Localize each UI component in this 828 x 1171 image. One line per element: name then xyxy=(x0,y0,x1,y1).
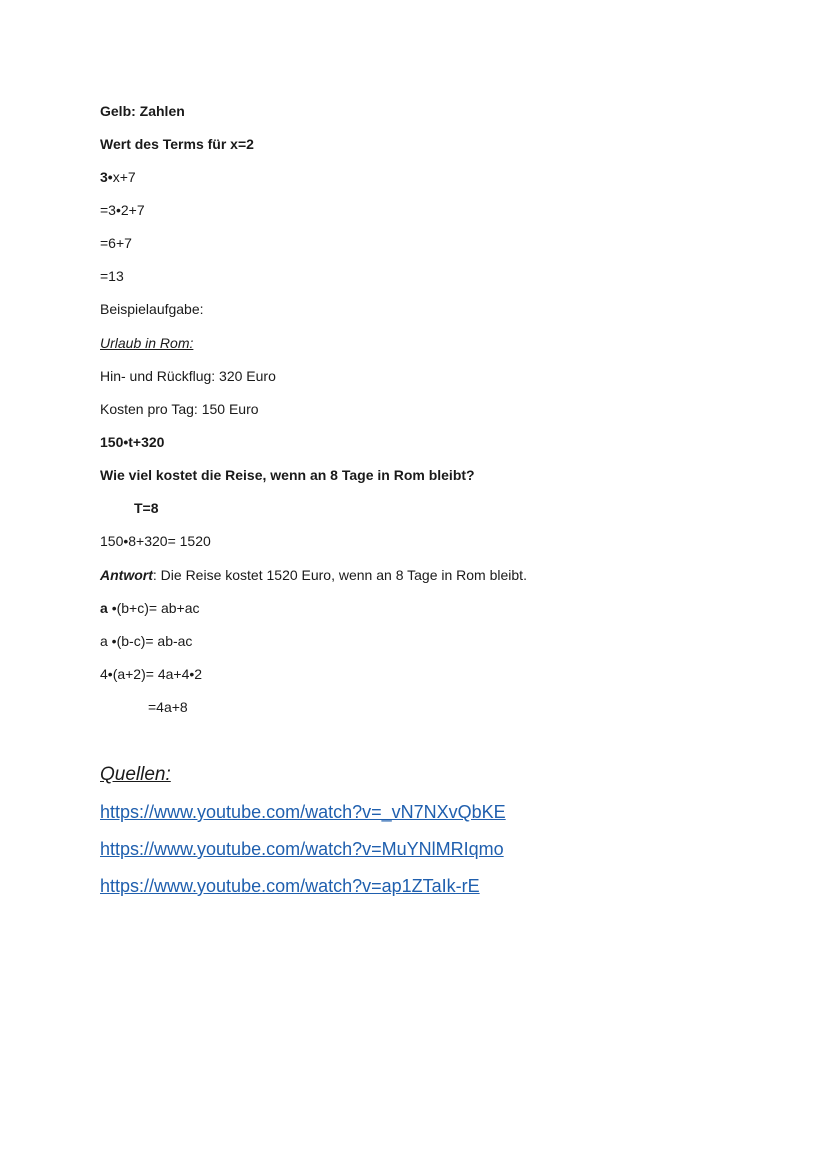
distributive-a: a xyxy=(100,600,112,616)
step-3: =13 xyxy=(100,268,124,284)
answer-label: Antwort xyxy=(100,567,153,583)
formula: 150•t+320 xyxy=(100,434,165,450)
t-value: T=8 xyxy=(134,500,159,516)
distributive-law-plus xyxy=(100,599,199,617)
daily-cost: Kosten pro Tag: 150 Euro xyxy=(100,401,259,417)
distributive-rest: •(b+c)= ab+ac xyxy=(111,600,200,616)
answer xyxy=(100,566,527,584)
step-1: =3•2+7 xyxy=(100,202,145,218)
source-link-2[interactable]: https://www.youtube.com/watch?v=MuYNlMRIqmo xyxy=(100,839,504,859)
distributive-example: 4•(a+2)= 4a+4•2 xyxy=(100,666,203,682)
term-rest: x+7 xyxy=(112,169,136,185)
subheading: Wert des Terms für x=2 xyxy=(100,136,254,152)
example-title: Urlaub in Rom: xyxy=(100,335,194,351)
term-coefficient: 3• xyxy=(100,169,113,185)
term xyxy=(100,168,136,186)
question: Wie viel kostet die Reise, wenn an 8 Tage in Rom bleibt? xyxy=(100,467,475,483)
heading: Gelb: Zahlen xyxy=(100,103,185,119)
answer-text: : Die Reise kostet 1520 Euro, wenn an 8 Tage in Rom bleibt. xyxy=(152,567,527,583)
step-2: =6+7 xyxy=(100,235,132,251)
source-link-1[interactable]: https://www.youtube.com/watch?v=_vN7NXvQbKE xyxy=(100,802,506,822)
flight-cost: Hin- und Rückflug: 320 Euro xyxy=(100,368,276,384)
distributive-example-result: =4a+8 xyxy=(148,699,188,715)
sources-heading: Quellen: xyxy=(100,764,171,785)
distributive-law-minus: a •(b-c)= ab-ac xyxy=(100,633,193,649)
calculation: 150•8+320= 1520 xyxy=(100,533,211,549)
source-link-3[interactable]: https://www.youtube.com/watch?v=ap1ZTaIk-rE xyxy=(100,876,480,896)
example-label: Beispielaufgabe: xyxy=(100,301,204,317)
